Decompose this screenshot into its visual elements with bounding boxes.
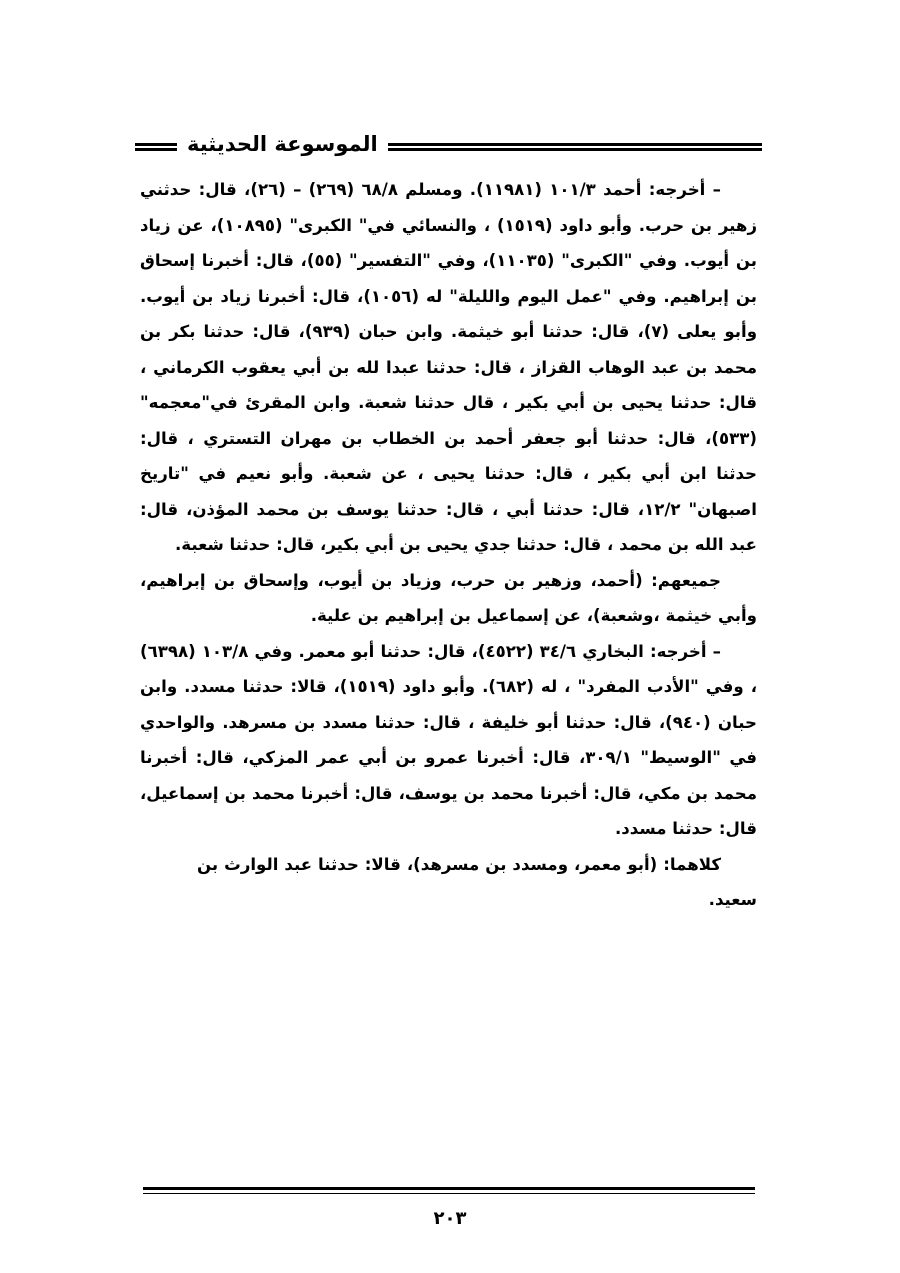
header-rule-left: [135, 143, 177, 151]
running-header: [135, 126, 762, 162]
footer-rule: [143, 1187, 755, 1194]
paragraph-takhrij-1: – أخرجه: أحمد ١٠١/٣ (١١٩٨١). ومسلم ٦٨/٨ (٢٦٩) – (٢٦)، قال: حدثني زهير بن حرب. وأبو داود (١٥١٩) ، والنسائي في" الكبرى" (١٠٨٩٥)، عن زياد بن أيوب. وفي "الكبرى" (١١٠٣٥)، وفي "التفسير" (٥٥)، قال: أخبرنا إسحاق بن إبراهيم. وفي "عمل اليوم والليلة" له (١٠٥٦)، قال: أخبرنا زياد بن أيوب. وأبو يعلى (٧)، قال: حدثنا أبو خيثمة. وابن حبان (٩٣٩)، قال: حدثنا بكر بن محمد بن عبد الوهاب القزاز ، قال: حدثنا عبدا لله بن أبي يعقوب الكرماني ، قال: حدثنا يحيى بن أبي بكير ، قال حدثنا شعبة. وابن المقرئ في"معجمه" (٥٣٣)، قال: حدثنا أبو جعفر أحمد بن الخطاب بن مهران التستري ، قال: حدثنا ابن أبي بكير ، قال: حدثنا يحيى ، عن شعبة. وأبو نعيم في "تاريخ اصبهان" ١٢/٢، قال: حدثنا أبي ، قال: حدثنا يوسف بن محمد المؤذن، قال: عبد الله بن محمد ، قال: حدثنا جدي يحيى بن أبي بكير، قال: حدثنا شعبة.: [140, 180, 758, 554]
page-body: [140, 172, 757, 918]
paragraph-summary-2: كلاهما: (أبو معمر، ومسدد بن مسرهد)، قالا: حدثنا عبد الوارث بن سعيد.: [197, 854, 757, 909]
header-rule-right: [388, 143, 762, 151]
page-title: الموسوعة الحديثية: [187, 132, 378, 156]
page-number: ٢٠٣: [433, 1208, 467, 1229]
paragraph-takhrij-2: – أخرجه: البخاري ٣٤/٦ (٤٥٢٢)، قال: حدثنا أبو معمر. وفي ١٠٣/٨ (٦٣٩٨) ، وفي "الأدب المفرد" ، له (٦٨٢). وأبو داود (١٥١٩)، قالا: حدثنا مسدد. وابن حبان (٩٤٠)، قال: حدثنا أبو خليفة ، قال: حدثنا مسدد بن مسرهد. والواحدي في "الوسيط" ٣٠٩/١، قال: أخبرنا عمرو بن أبي عمر المزكي، قال: أخبرنا محمد بن مكي، قال: أخبرنا محمد بن يوسف، قال: أخبرنا محمد بن إسماعيل، قال: حدثنا مسدد.: [140, 641, 757, 838]
paragraph-summary-1: جميعهم: (أحمد، وزهير بن حرب، وزياد بن أيوب، وإسحاق بن إبراهيم، وأبي خيثمة ،وشعبة)، عن إسماعيل بن إبراهيم بن علية.: [140, 570, 757, 625]
